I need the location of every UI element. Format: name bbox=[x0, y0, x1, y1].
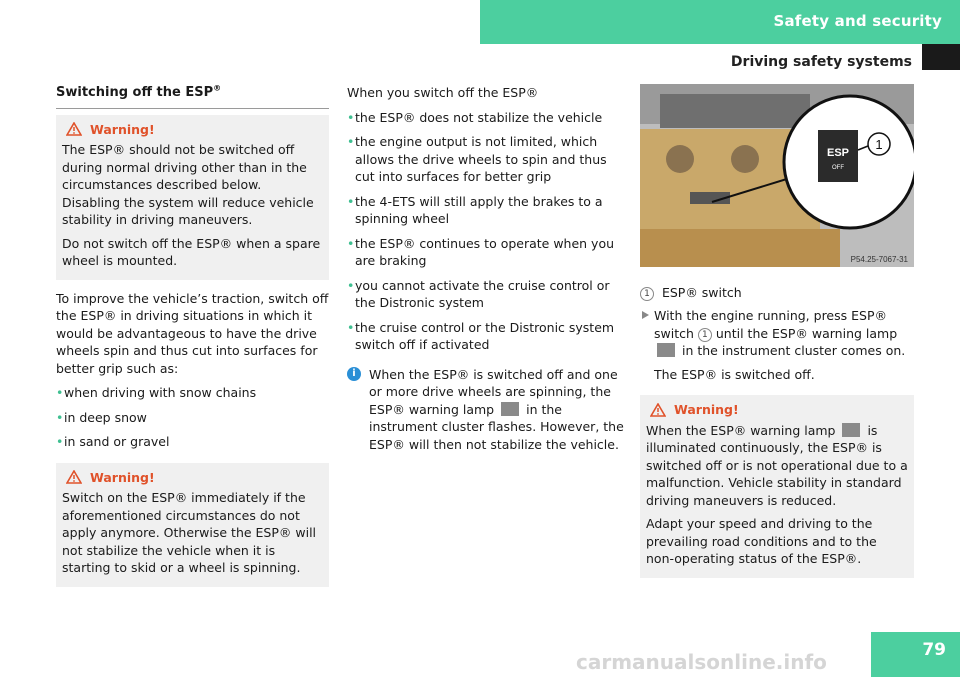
info-text: When the ESP® is switched off and one or more drive wheels are spinning, the ESP® warning lamp bbox=[369, 366, 618, 417]
column-1 bbox=[56, 84, 329, 597]
list-item: • the engine output is not limited, which allows the drive wheels to spin and thus cut into surfaces for better grip bbox=[347, 133, 625, 186]
warning-box bbox=[56, 115, 329, 280]
section-heading: Switching off the ESP® bbox=[56, 84, 329, 109]
list-item: • when driving with snow chains bbox=[56, 384, 329, 402]
photo-button-sub: OFF bbox=[832, 165, 844, 171]
warning-text: Switch on the ESP® immediately if the aforementioned circumstances do not apply anymore. Otherwise the ESP® will not stabilize the vehicle when it is starting to skid or a wheel is spinning. bbox=[62, 490, 317, 575]
esp-warning-lamp-icon bbox=[657, 343, 675, 357]
warning-text: When the ESP® warning lamp is illuminated continuously, the ESP® is switched off or is not operational due to a malfunction. Vehicle stability in standard driving maneuvers is reduced. bbox=[646, 422, 908, 508]
warning-triangle-icon bbox=[66, 122, 82, 136]
section-tab bbox=[480, 0, 960, 44]
esp-warning-lamp-icon bbox=[842, 423, 860, 437]
photo-button-label: ESP bbox=[826, 147, 850, 159]
instruction-step: With the engine running, press ESP® switch 1 until the ESP® warning lamp in the instrument cluster comes on. bbox=[640, 307, 914, 360]
warning-text: Adapt your speed and driving to the prevailing road conditions and to the non-operating status of the ESP®. bbox=[646, 516, 877, 566]
warning-box bbox=[56, 463, 329, 587]
info-text: in the instrument cluster flashes. However, the ESP® will then not stabilize the vehicle. bbox=[369, 401, 624, 452]
esp-switch-photo bbox=[640, 84, 914, 267]
lead-paragraph: When you switch off the ESP® bbox=[347, 85, 539, 100]
warning-label: Warning! bbox=[90, 121, 155, 137]
step-result: The ESP® is switched off. bbox=[654, 366, 815, 382]
list-item: • in deep snow bbox=[56, 409, 329, 427]
warning-label: Warning! bbox=[90, 469, 155, 485]
warning-text: Do not switch off the ESP® when a spare wheel is mounted. bbox=[62, 235, 321, 268]
info-note bbox=[347, 366, 625, 454]
page-number-tab bbox=[871, 632, 960, 677]
info-icon: i bbox=[347, 367, 361, 381]
intro-paragraph: To improve the vehicle’s traction, switch off the ESP® in driving situations in which it would be advantageous to have the drive wheels spin and thus cut into surfaces for better grip such as: bbox=[56, 290, 329, 376]
list-item: • the ESP® continues to operate when you are braking bbox=[347, 235, 625, 270]
page-number: 79 bbox=[922, 640, 946, 660]
list-item: • in sand or gravel bbox=[56, 433, 329, 451]
photo-callout: 1 bbox=[875, 137, 883, 152]
callout-marker: 1 bbox=[640, 287, 654, 301]
warning-triangle-icon bbox=[66, 470, 82, 484]
column-2 bbox=[347, 84, 625, 453]
subsection-title: Driving safety systems bbox=[730, 54, 912, 70]
subsection-header bbox=[0, 44, 922, 74]
warning-text: The ESP® should not be switched off during normal driving other than in the circumstances described below. Disabling the system will reduce vehicle stability in driving maneuvers. bbox=[62, 142, 314, 227]
column-3 bbox=[640, 84, 914, 588]
list-item: • the cruise control or the Distronic system switch off if activated bbox=[347, 319, 625, 354]
warning-box bbox=[640, 395, 914, 578]
list-item: • you cannot activate the cruise control or the Distronic system bbox=[347, 277, 625, 312]
warning-label: Warning! bbox=[674, 402, 739, 417]
list-item: • the 4-ETS will still apply the brakes to a spinning wheel bbox=[347, 193, 625, 228]
corner-marker bbox=[922, 44, 960, 70]
esp-warning-lamp-icon bbox=[501, 402, 519, 416]
warning-triangle-icon bbox=[650, 403, 666, 417]
list-item: • the ESP® does not stabilize the vehicle bbox=[347, 109, 625, 127]
watermark: carmanualsonline.info bbox=[576, 650, 827, 674]
photo-code: P54.25-7067-31 bbox=[850, 255, 908, 264]
callout-marker: 1 bbox=[698, 328, 712, 342]
photo-caption: 1 ESP® switch bbox=[640, 284, 914, 302]
section-title: Safety and security bbox=[773, 12, 942, 30]
